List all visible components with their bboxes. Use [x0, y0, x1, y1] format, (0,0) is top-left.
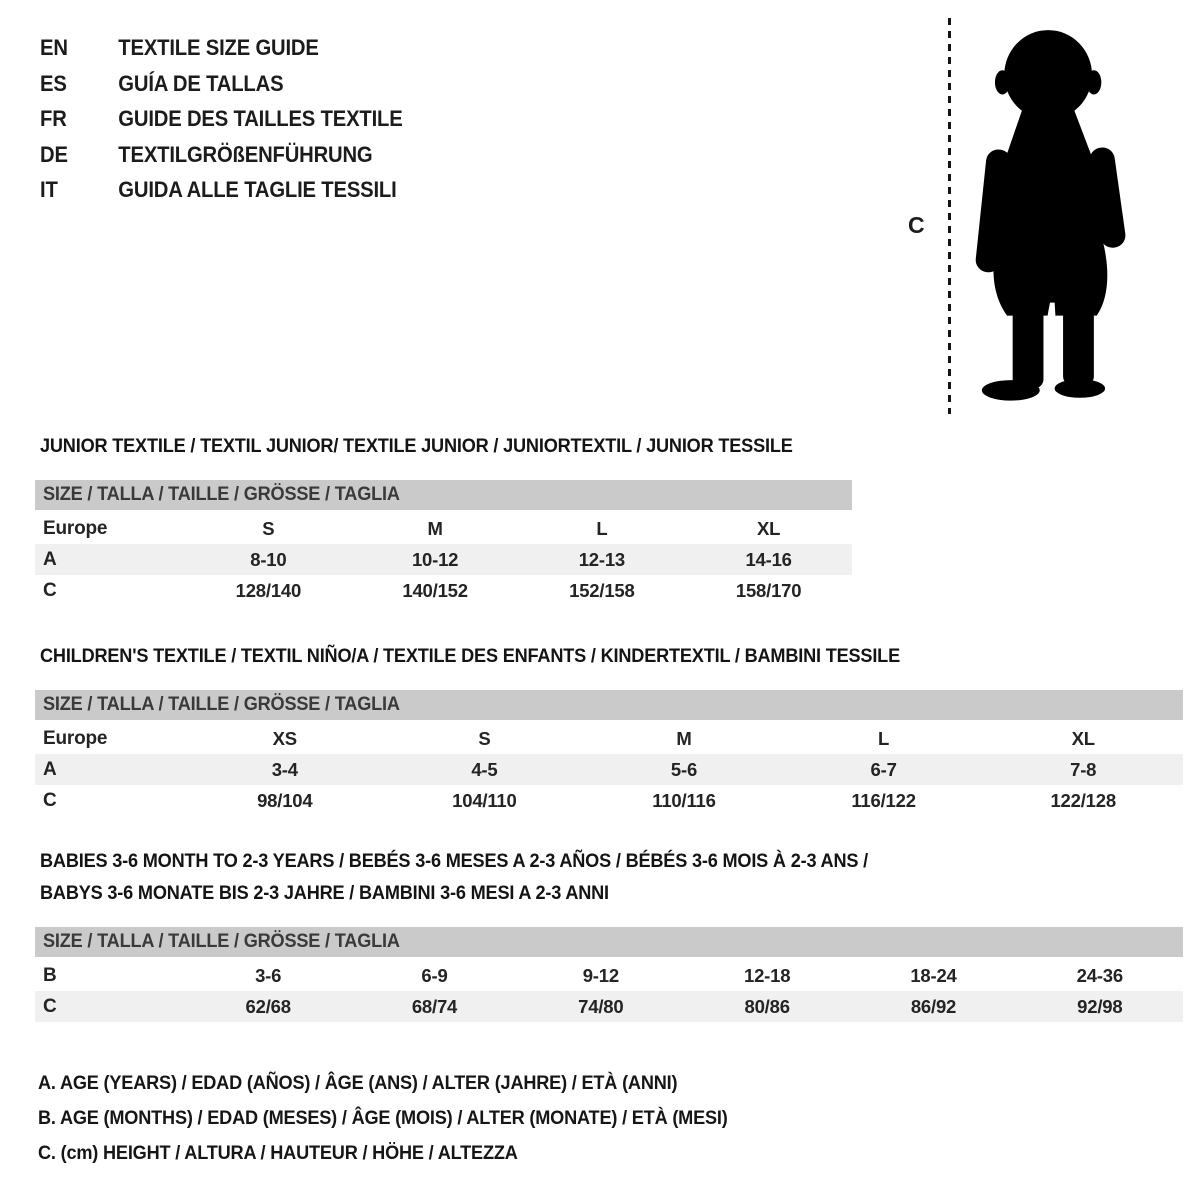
size-table-section — [35, 845, 1183, 1022]
measure-legend — [38, 1066, 780, 1171]
table-header-label: SIZE / TALLA / TAILLE / GRÖSSE / TAGLIA — [43, 930, 400, 952]
size-table — [35, 690, 1183, 816]
row-value: 3-6 — [255, 965, 282, 986]
height-measure-dashed-line — [948, 18, 951, 414]
size-table-section — [35, 640, 1183, 816]
row-value: S — [262, 518, 275, 539]
row-value: 8-10 — [250, 549, 287, 570]
height-measure-label: C — [908, 212, 925, 238]
row-value: 7-8 — [1070, 759, 1097, 780]
row-value: 86/92 — [910, 996, 957, 1017]
row-value: L — [878, 728, 890, 749]
row-value: 104/110 — [452, 790, 517, 811]
row-label: B — [43, 965, 57, 986]
language-row — [40, 30, 403, 66]
legend-line: C. (cm) HEIGHT / ALTURA / HAUTEUR / HÖHE / ALTEZZA — [38, 1142, 518, 1164]
table-row — [35, 723, 1183, 754]
section-title-line: BABYS 3-6 MONATE BIS 2-3 JAHRE / BAMBINI 3-6 MESI A 2-3 ANNI — [40, 882, 609, 904]
row-value: 14-16 — [745, 549, 792, 570]
row-value: 152/158 — [569, 580, 635, 601]
row-value: L — [596, 518, 608, 539]
language-title-list — [40, 30, 443, 208]
row-value: 62/68 — [245, 996, 291, 1017]
row-label: A — [43, 549, 57, 570]
row-value: 140/152 — [402, 580, 468, 601]
row-value: XL — [757, 518, 781, 539]
row-value: M — [427, 518, 443, 539]
size-table — [35, 480, 852, 606]
table-row — [35, 991, 1183, 1022]
row-value: 18-24 — [910, 965, 957, 986]
row-value: M — [676, 728, 692, 749]
row-value: XL — [1071, 728, 1095, 749]
row-value: 68/74 — [411, 996, 458, 1017]
section-title — [40, 430, 795, 462]
row-label: Europe — [43, 518, 108, 539]
row-label: C — [43, 580, 57, 601]
row-value: 5-6 — [670, 759, 698, 780]
section-title — [40, 640, 1103, 672]
row-value: 4-5 — [471, 759, 498, 780]
row-value: 6-7 — [870, 759, 897, 780]
row-value: 92/98 — [1077, 996, 1123, 1017]
legend-line: B. AGE (MONTHS) / EDAD (MESES) / ÂGE (MOIS) / ALTER (MONATE) / ETÀ (MESI) — [38, 1107, 728, 1129]
table-rows — [35, 723, 1183, 816]
legend-line: A. AGE (YEARS) / EDAD (AÑOS) / ÂGE (ANS) / ALTER (JAHRE) / ETÀ (ANNI) — [38, 1072, 678, 1094]
table-row — [35, 544, 852, 575]
language-title: GUIDA ALLE TAGLIE TESSILI — [118, 177, 397, 202]
language-title: GUÍA DE TALLAS — [118, 70, 284, 96]
language-code: DE — [40, 141, 68, 167]
row-value: 10-12 — [411, 549, 459, 570]
table-rows — [35, 513, 852, 606]
row-label: C — [43, 790, 57, 811]
section-title-line: CHILDREN'S TEXTILE / TEXTIL NIÑO/A / TEXTILE DES ENFANTS / KINDERTEXTIL / BAMBINI TESSILE — [40, 645, 900, 667]
row-value: 80/86 — [744, 996, 790, 1017]
row-value: XS — [272, 728, 297, 749]
section-title — [40, 845, 1103, 909]
section-title-line: BABIES 3-6 MONTH TO 2-3 YEARS / BEBÉS 3-6 MESES A 2-3 AÑOS / BÉBÉS 3-6 MOIS À 2-3 ANS / — [40, 850, 868, 872]
size-table — [35, 927, 1183, 1022]
language-code: ES — [40, 70, 67, 96]
table-row — [35, 575, 852, 606]
table-header-bar — [35, 480, 852, 513]
table-header-label: SIZE / TALLA / TAILLE / GRÖSSE / TAGLIA — [43, 483, 400, 505]
language-row — [40, 172, 403, 208]
size-table-section — [35, 430, 852, 606]
table-header-label: SIZE / TALLA / TAILLE / GRÖSSE / TAGLIA — [43, 693, 400, 715]
table-row — [35, 754, 1183, 785]
row-value: 122/128 — [1050, 790, 1116, 811]
row-value: 116/122 — [851, 790, 916, 811]
section-title-line: JUNIOR TEXTILE / TEXTIL JUNIOR/ TEXTILE JUNIOR / JUNIORTEXTIL / JUNIOR TESSILE — [40, 435, 793, 457]
row-value: 12-13 — [578, 549, 626, 570]
row-label: C — [43, 996, 57, 1017]
row-value: 74/80 — [578, 996, 624, 1017]
language-row — [40, 137, 403, 173]
language-row — [40, 66, 403, 102]
row-value: 9-12 — [582, 965, 619, 986]
row-value: 110/116 — [652, 790, 716, 811]
language-title: TEXTILGRÖßENFÜHRUNG — [118, 141, 373, 167]
language-title: TEXTILE SIZE GUIDE — [118, 35, 319, 60]
language-title: GUIDE DES TAILLES TEXTILE — [118, 106, 403, 131]
language-code: EN — [40, 35, 68, 60]
row-value: 12-18 — [743, 965, 791, 986]
row-value: S — [478, 728, 491, 749]
row-value: 98/104 — [257, 790, 313, 811]
row-label: A — [43, 759, 57, 780]
row-value: 6-9 — [421, 965, 448, 986]
row-label: Europe — [43, 728, 108, 749]
row-value: 128/140 — [235, 580, 302, 601]
language-code: FR — [40, 106, 67, 131]
row-value: 158/170 — [735, 580, 802, 601]
table-row — [35, 513, 852, 544]
row-value: 24-36 — [1076, 965, 1123, 986]
row-value: 3-4 — [271, 759, 298, 780]
toddler-silhouette-icon — [966, 16, 1134, 410]
table-rows — [35, 960, 1183, 1022]
table-row — [35, 960, 1183, 991]
table-header-bar — [35, 927, 1183, 960]
table-header-bar — [35, 690, 1183, 723]
language-row — [40, 101, 403, 137]
language-code: IT — [40, 177, 58, 202]
table-row — [35, 785, 1183, 816]
